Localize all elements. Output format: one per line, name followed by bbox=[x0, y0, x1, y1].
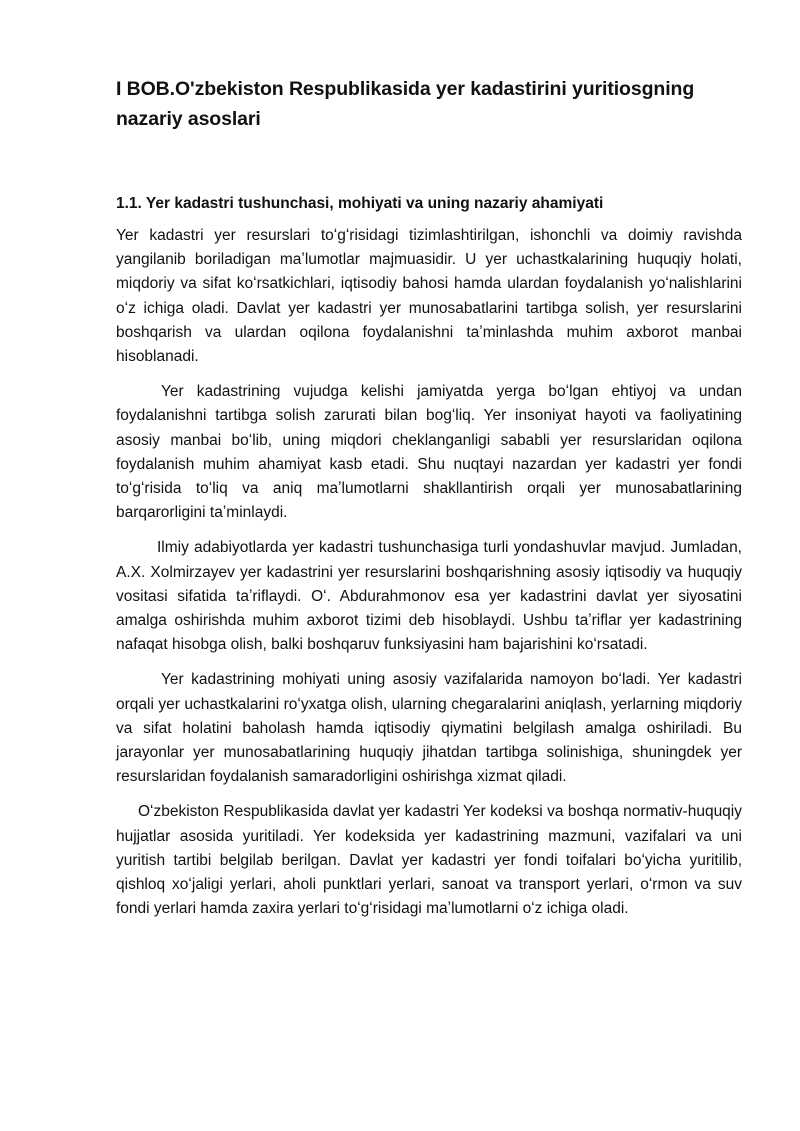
paragraph-3: Ilmiy adabiyotlarda yer kadastri tushunchasiga turli yondashuvlar mavjud. Jumladan, A.X. Xolmirzayev yer kadastrini yer resurslarini boshqarishning asosiy iqtisodiy va huquqiy vositasi sifatida taʼriflaydi. Oʻ. Abdurahmonov esa yer kadastrini davlat yer siyosatini amalga oshirishda muhim axborot tizimi deb hisoblaydi. Ushbu taʼriflar yer kadastrining nafaqat hisobga olish, balki boshqaruv funksiyasini ham bajarishini koʻrsatadi. bbox=[116, 539, 742, 654]
paragraph-2: Yer kadastrining vujudga kelishi jamiyatda yerga boʻlgan ehtiyoj va undan foydalanishni tartibga solish zarurati bilan bogʻliq. Yer insoniyat hayoti va faoliyatining asosiy manbai boʻlib, uning miqdori cheklanganligi sababli yer resurslaridan oqilona foydalanish muhim ahamiyat kasb etadi. Shu nuqtayi nazardan yer kadastri yer fondi toʻgʻrisida toʻliq va aniq maʼlumotlarni shakllantirish orqali yer munosabatlarining barqarorligini taʼminlaydi. bbox=[116, 383, 742, 522]
paragraph-1: Yer kadastri yer resurslari toʻgʻrisidagi tizimlashtirilgan, ishonchli va doimiy ravishda yangilanib boriladigan maʼlumotlar majmuasidir. U yer uchastkalarining huquqiy holati, miqdoriy va sifat koʻrsatkichlari, iqtisodiy bahosi hamda ulardan foydalanish yoʻnalishlarini oʻz ichiga oladi. Davlat yer kadastri yer munosabatlarini tartibga solish, yer resurslarini boshqarish va ulardan oqilona foydalanishni taʼminlashda muhim axborot manbai hisoblanadi. bbox=[116, 227, 742, 366]
document-page bbox=[116, 74, 742, 932]
chapter-title: I BOB.O'zbekiston Respublikasida yer kadastirini yuritiosgning nazariy asoslari bbox=[116, 78, 695, 130]
paragraph-5: Oʻzbekiston Respublikasida davlat yer kadastri Yer kodeksi va boshqa normativ-huquqiy hujjatlar asosida yuritiladi. Yer kodeksida yer kadastrining mazmuni, vazifalari va uni yuritish tartibi belgilab berilgan. Davlat yer kadastri yer fondi toifalari boʻyicha yuritilib, qishloq xoʻjaligi yerlari, aholi punktlari yerlari, sanoat va transport yerlari, oʻrmon va suv fondi yerlari hamda zaxira yerlari toʻgʻrisidagi maʼlumotlarni oʻz ichiga oladi. bbox=[116, 803, 742, 918]
section-title: 1.1. Yer kadastri tushunchasi, mohiyati va uning nazariy ahamiyati bbox=[116, 195, 604, 212]
paragraph-4: Yer kadastrining mohiyati uning asosiy vazifalarida namoyon boʻladi. Yer kadastri orqali yer uchastkalarini roʻyxatga olish, ularning chegaralarini aniqlash, yerlarning miqdoriy va sifat holatini baholash hamda iqtisodiy qiymatini belgilash amalga oshiriladi. Bu jarayonlar yer munosabatlarining huquqiy jihatdan tartibga solinishiga, shuningdek yer resurslaridan foydalanish samaradorligini oshirishga xizmat qiladi. bbox=[116, 671, 742, 786]
